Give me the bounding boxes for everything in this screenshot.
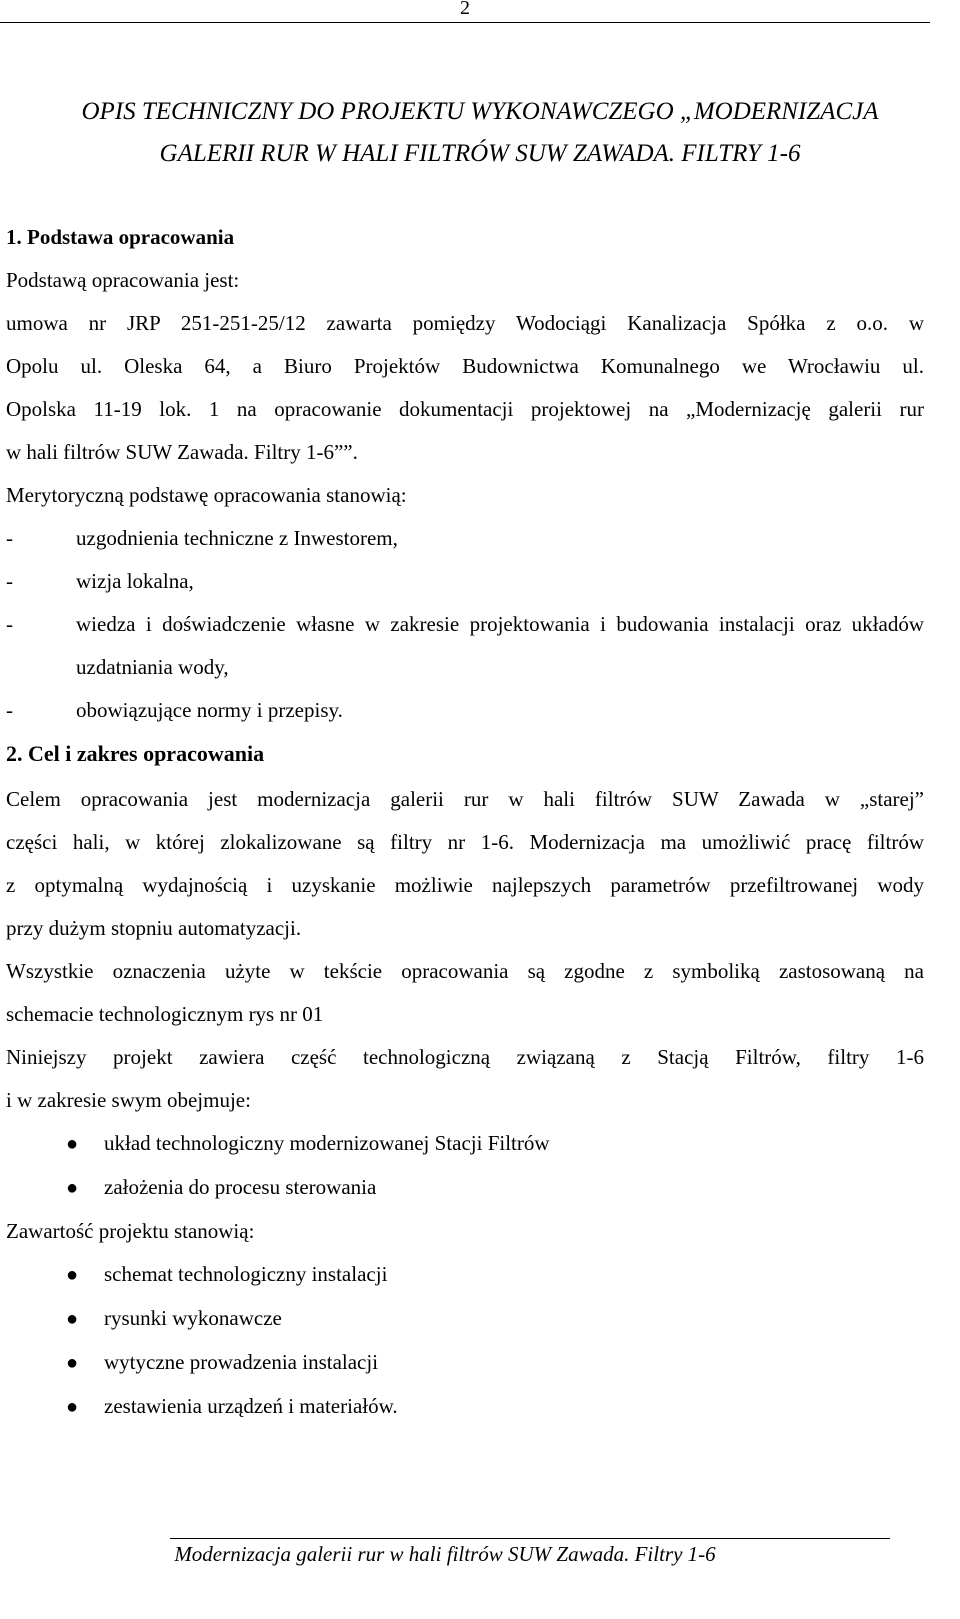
paragraph-line: przy dużym stopniu automatyzacji. [6,916,302,940]
contract-line: Opolska 11-19 lok. 1 na opracowanie dokumentacji projektowej na „Modernizację galerii rur [6,397,924,421]
list-item: ● wytyczne prowadzenia instalacji [6,1341,924,1385]
bullet-dot-icon: ● [66,1308,79,1330]
document-title [0,91,960,175]
section-2-heading: 2. Cel i zakres opracowania [6,741,265,766]
list-item: ● rysunki wykonawcze [6,1297,924,1341]
section-1-heading: 1. Podstawa opracowania [6,225,235,249]
contract-line: Opolu ul. Oleska 64, a Biuro Projektów Budownictwa Komunalnego we Wrocławiu ul. [6,354,924,378]
section-2 [6,778,924,1429]
scope-paragraph [6,1036,924,1122]
list-item: - wiedza i doświadczenie własne w zakresie projektowania i budowania instalacji oraz układów uzdatniania wody, [6,603,924,689]
title-line-1: OPIS TECHNICZNY DO PROJEKTU WYKONAWCZEGO „MODERNIZACJA [81,98,879,125]
basis-intro: Merytoryczną podstawę opracowania stanowią: [6,483,407,507]
list-item: ● założenia do procesu sterowania [6,1166,924,1210]
bullet-dot-icon: ● [66,1352,79,1374]
list-item: - uzgodnienia techniczne z Inwestorem, [6,517,924,560]
goal-paragraph [6,778,924,950]
paragraph-line: Niniejszy projekt zawiera część technologiczną związaną z Stacją Filtrów, filtry 1-6 [6,1045,924,1069]
page-number: 2 [460,0,470,19]
paragraph-line: Celem opracowania jest modernizacja galerii rur w hali filtrów SUW Zawada w „starej” [6,787,924,811]
paragraph-line: części hali, w której zlokalizowane są filtry nr 1-6. Modernizacja ma umożliwić pracę filtrów [6,830,924,854]
dash-icon: - [6,698,13,722]
list-item: - obowiązujące normy i przepisy. [6,689,924,732]
contract-line: w hali filtrów SUW Zawada. Filtry 1-6””. [6,440,358,464]
paragraph-line: Wszystkie oznaczenia użyte w tekście opracowania są zgodne z symboliką zastosowaną na [6,959,924,983]
list-item: ● schemat technologiczny instalacji [6,1253,924,1297]
page-footer: Modernizacja galerii rur w hali filtrów SUW Zawada. Filtry 1-6 [174,1542,716,1566]
dash-icon: - [6,526,13,550]
dash-icon: - [6,569,13,593]
title-line-2: GALERII RUR W HALI FILTRÓW SUW ZAWADA. FILTRY 1-6 [159,140,801,167]
paragraph-line: schemacie technologicznym rys nr 01 [6,1002,324,1026]
bullet-dot-icon: ● [66,1133,79,1155]
bullet-dot-icon: ● [66,1177,79,1199]
contract-paragraph [6,302,924,474]
paragraph-line: i w zakresie swym obejmuje: [6,1088,251,1112]
header-rule [0,22,930,23]
list-item: ● zestawienia urządzeń i materiałów. [6,1385,924,1429]
bullet-dot-icon: ● [66,1264,79,1286]
contents-intro: Zawartość projektu stanowią: [6,1219,255,1243]
paragraph-line: z optymalną wydajnością i uzyskanie możliwie najlepszych parametrów przefiltrowanej wody [6,873,924,897]
symbols-paragraph [6,950,924,1036]
section-1-intro: Podstawą opracowania jest: [6,268,240,292]
contract-line: umowa nr JRP 251-251-25/12 zawarta pomiędzy Wodociągi Kanalizacja Spółka z o.o. w [6,311,924,335]
section-1 [6,216,924,775]
list-item: ● układ technologiczny modernizowanej Stacji Filtrów [6,1122,924,1166]
bullet-dot-icon: ● [66,1396,79,1418]
dash-icon: - [6,612,13,636]
footer-rule [170,1538,890,1539]
list-item: - wizja lokalna, [6,560,924,603]
